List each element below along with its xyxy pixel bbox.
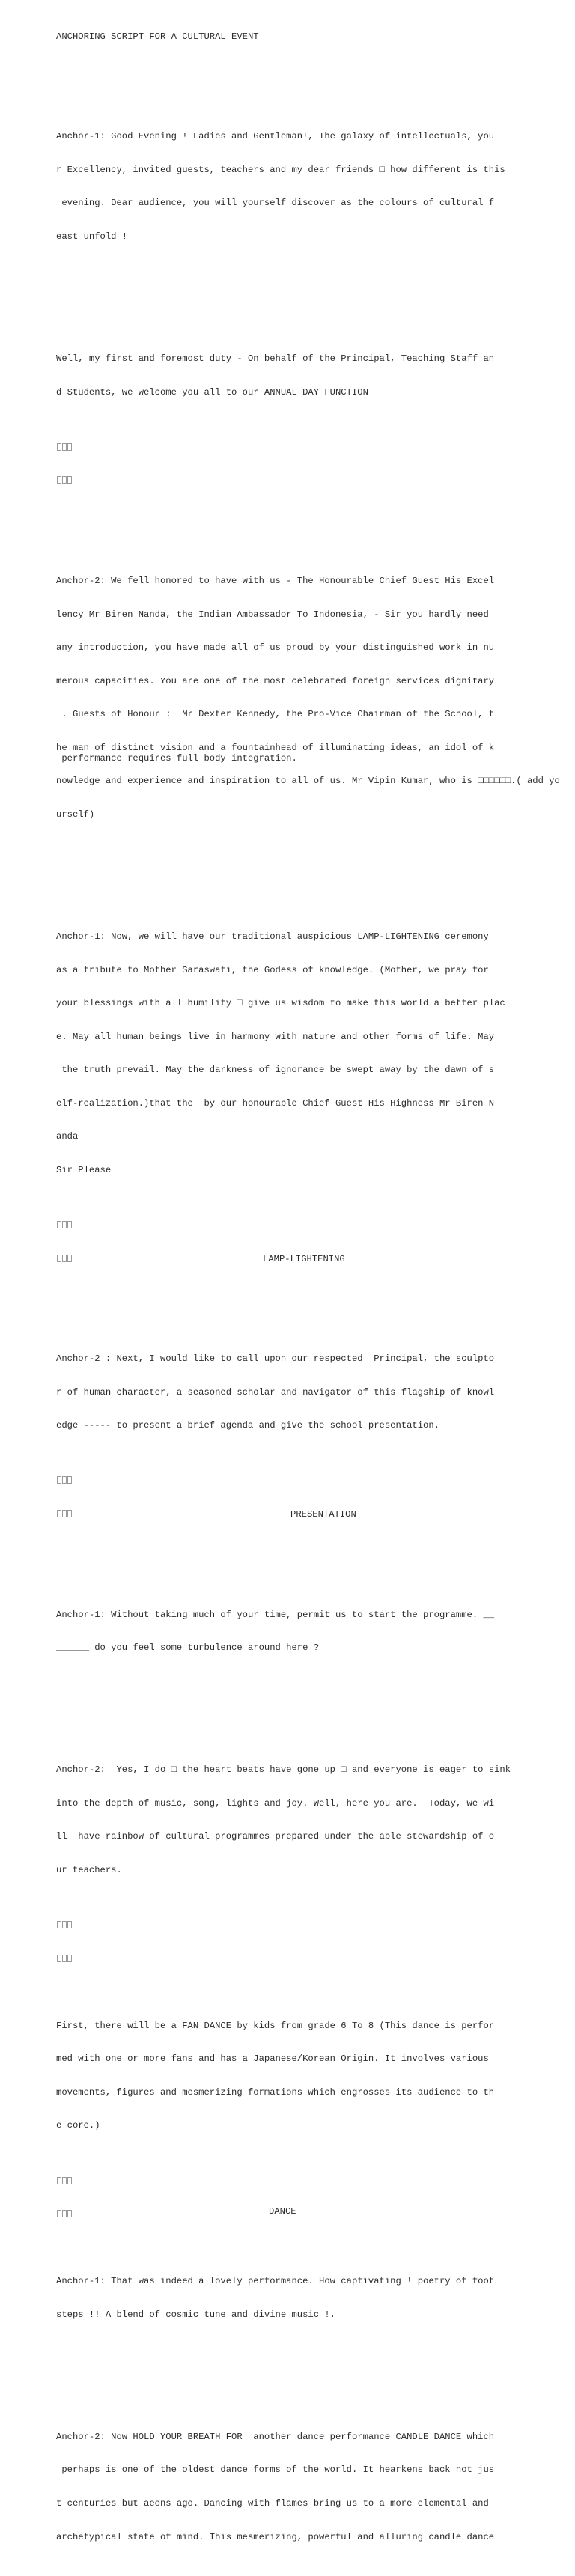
text-line: t centuries but aeons ago. Dancing with flames bring us to a more elemental and bbox=[56, 2498, 489, 2509]
text-line: your blessings with all humility □ give us wisdom to make this world a better plac bbox=[56, 998, 505, 1009]
text-line: e core.) bbox=[56, 2120, 100, 2131]
text-line: Sir Please bbox=[56, 1164, 112, 1175]
paragraph-6 bbox=[56, 1587, 575, 1676]
text-line: r Excellency, invited guests, teachers and my dear friends □ how different is this bbox=[56, 164, 505, 175]
text-line: he man of distinct vision and a fountainhead of illuminating ideas, an idol of k bbox=[56, 742, 495, 753]
document-body bbox=[56, 9, 575, 2576]
placeholder-glyphs bbox=[56, 475, 575, 487]
placeholder-glyphs bbox=[56, 2206, 575, 2220]
paragraph-5 bbox=[56, 1331, 575, 1453]
text-line: Well, my first and foremost duty - On behalf of the Principal, Teaching Staff an bbox=[56, 353, 495, 365]
text-line: as a tribute to Mother Saraswati, the Godess of knowledge. (Mother, we pray for bbox=[56, 964, 489, 975]
page-footer-continuation: performance requires full body integration. bbox=[56, 753, 297, 764]
paragraph-2 bbox=[56, 331, 575, 420]
section-heading-lamp-lightening: LAMP-LIGHTENING bbox=[263, 1253, 345, 1264]
text-line: east unfold ! bbox=[56, 231, 128, 242]
text-line: . Guests of Honour : Mr Dexter Kennedy, the Pro-Vice Chairman of the School, t bbox=[56, 709, 495, 720]
placeholder-glyphs bbox=[56, 1476, 575, 1487]
text-line: Anchor-1: Good Evening ! Ladies and Gentleman!, The galaxy of intellectuals, you bbox=[56, 131, 495, 142]
text-line: evening. Dear audience, you will yourself discover as the colours of cultural f bbox=[56, 198, 495, 209]
placeholder-glyphs bbox=[56, 1509, 575, 1520]
paragraph-10 bbox=[56, 2409, 575, 2565]
document-title: ANCHORING SCRIPT FOR A CULTURAL EVENT bbox=[56, 31, 259, 42]
placeholder-glyphs bbox=[56, 442, 575, 454]
text-line: Anchor-1: Without taking much of your time, permit us to start the programme. __ bbox=[56, 1609, 495, 1620]
text-line: nowledge and experience and inspiration to all of us. Mr Vipin Kumar, who is □□□□□□.( add yo bbox=[56, 776, 560, 787]
section-heading-dance: DANCE bbox=[269, 2206, 296, 2217]
placeholder-glyphs bbox=[56, 1920, 575, 1931]
text-line: Anchor-2: Now HOLD YOUR BREATH FOR another dance performance CANDLE DANCE which bbox=[56, 2431, 495, 2442]
text-line: the truth prevail. May the darkness of ignorance be swept away by the dawn of s bbox=[56, 1065, 495, 1076]
placeholder-glyphs bbox=[56, 1254, 575, 1265]
text-line: edge ----- to present a brief agenda and give the school presentation. bbox=[56, 1420, 439, 1431]
paragraph-8 bbox=[56, 1998, 575, 2154]
placeholder-glyphs bbox=[56, 1220, 575, 1231]
text-line: steps !! A blend of cosmic tune and divine music !. bbox=[56, 2309, 335, 2320]
text-line: archetypical state of mind. This mesmerizing, powerful and alluring candle dance bbox=[56, 2531, 495, 2542]
text-line: anda bbox=[56, 1131, 79, 1142]
text-line: med with one or more fans and has a Japanese/Korean Origin. It involves various bbox=[56, 2053, 489, 2065]
text-line: merous capacities. You are one of the most celebrated foreign services dignitary bbox=[56, 675, 495, 686]
text-line: lency Mr Biren Nanda, the Indian Ambassador To Indonesia, - Sir you hardly need bbox=[56, 609, 489, 620]
text-line: Anchor-2: We fell honored to have with us - The Honourable Chief Guest His Excel bbox=[56, 576, 495, 587]
text-line: urself) bbox=[56, 809, 95, 820]
paragraph-3 bbox=[56, 553, 575, 842]
paragraph-4 bbox=[56, 909, 575, 1198]
text-line: First, there will be a FAN DANCE by kids from grade 6 To 8 (This dance is perfor bbox=[56, 2020, 495, 2031]
text-line: any introduction, you have made all of us proud by your distinguished work in nu bbox=[56, 642, 495, 654]
text-line: into the depth of music, song, lights and joy. Well, here you are. Today, we wi bbox=[56, 1797, 495, 1809]
section-heading-presentation: PRESENTATION bbox=[290, 1508, 356, 1520]
placeholder-glyphs bbox=[56, 1954, 575, 1965]
text-line: Anchor-2: Yes, I do □ the heart beats have gone up □ and everyone is eager to sink bbox=[56, 1764, 511, 1776]
paragraph-9 bbox=[56, 2253, 575, 2342]
placeholder-glyphs bbox=[56, 2176, 575, 2187]
text-line: ______ do you feel some turbulence around here ? bbox=[56, 1642, 320, 1654]
text-line: ll have rainbow of cultural programmes prepared under the able stewardship of o bbox=[56, 1831, 495, 1842]
text-line: Anchor-2 : Next, I would like to call upon our respected Principal, the sculpto bbox=[56, 1354, 495, 1365]
text-line: perhaps is one of the oldest dance forms of the world. It hearkens back not jus bbox=[56, 2464, 495, 2476]
text-line: r of human character, a seasoned scholar and navigator of this flagship of knowl bbox=[56, 1386, 495, 1398]
text-line: Anchor-1: Now, we will have our traditional auspicious LAMP-LIGHTENING ceremony bbox=[56, 931, 489, 943]
text-line: e. May all human beings live in harmony with nature and other forms of life. May bbox=[56, 1031, 495, 1042]
paragraph-1 bbox=[56, 109, 575, 265]
text-line: elf-realization.)that the by our honourable Chief Guest His Highness Mr Biren N bbox=[56, 1097, 495, 1109]
text-line: movements, figures and mesmerizing formations which engrosses its audience to th bbox=[56, 2086, 495, 2098]
paragraph-7 bbox=[56, 1743, 575, 1898]
text-line: Anchor-1: That was indeed a lovely performance. How captivating ! poetry of foot bbox=[56, 2276, 495, 2287]
text-line: d Students, we welcome you all to our ANNUAL DAY FUNCTION bbox=[56, 386, 368, 398]
text-line: ur teachers. bbox=[56, 1864, 122, 1875]
